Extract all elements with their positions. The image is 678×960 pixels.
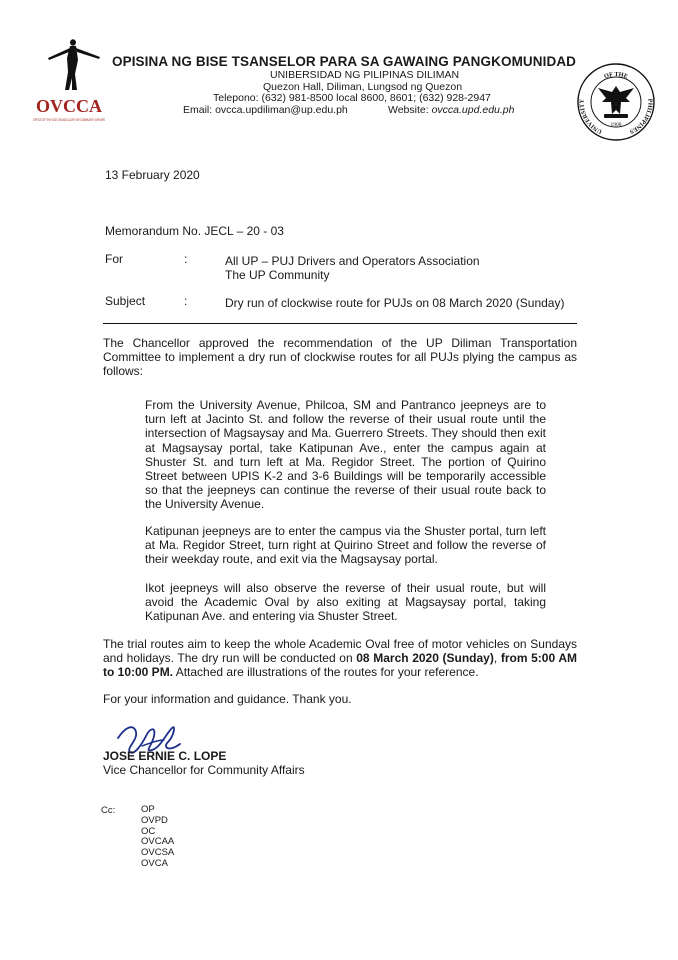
seal-ring-left: UNIVERSITY: [578, 99, 604, 136]
cc-label: Cc:: [101, 805, 116, 816]
memo-date: 13 February 2020: [105, 168, 200, 182]
cc-recipient: OP: [141, 804, 155, 815]
logo-subtitle: OFFICE OF THE VICE CHANCELLOR FOR COMMUNITY AFFAIRS: [33, 118, 106, 122]
up-seal-icon: [576, 62, 656, 142]
closing-text: The trial routes aim to keep the whole Academic Oval free of motor vehicles on Sundays and holidays. The dry run will be conducted on: [103, 637, 577, 666]
ovcca-logo: [28, 38, 110, 128]
cc-recipient: OVCSA: [141, 847, 175, 859]
email-label: Email:: [183, 104, 216, 116]
office-address: Quezon Hall, Diliman, Lungsod ng Quezon: [263, 81, 463, 93]
header-divider: [103, 323, 577, 324]
for-colon: :: [184, 252, 188, 266]
seal-ring-right: PHILIPPINES: [628, 98, 654, 136]
guidance-line: For your information and guidance. Thank you.: [103, 692, 352, 706]
cc-list: [141, 805, 174, 870]
for-label: For: [105, 252, 123, 266]
office-name: OPISINA NG BISE TSANSELOR PARA SA GAWAING PANGKOMUNIDAD: [112, 54, 577, 69]
cc-recipient: OVPD: [141, 814, 168, 826]
route-paragraph-ikot: Ikot jeepneys will also observe the reverse of their usual route, but will avoid the Academic Oval by also exiting at Magsaysay portal, taking Katipunan Ave. and entering via Shuster Street.: [145, 581, 546, 624]
closing-text: ,: [493, 651, 501, 666]
route-paragraph-university-ave: From the University Avenue, Philcoa, SM and Pantranco jeepneys are to turn left at Jacinto St. and follow the reverse of their usual route until the intersection of Magsaysay and Ma. Guerrero Streets. They should then exit at Magsaysay portal, take Katipunan Ave., enter the campus again at Shuster St. and turn left at Ma. Regidor Street. The portion of Quirino Street between UPIS K-2 and 3-6 Buildings will be temporarily accessible so that the jeepneys can continue the reverse of their usual route back to the University Avenue.: [145, 398, 546, 512]
signatory-title: Vice Chancellor for Community Affairs: [103, 763, 305, 777]
cc-recipient: OVCA: [141, 857, 168, 869]
signatory-name: JOSE ERNIE C. LOPE: [103, 749, 227, 763]
seal-year: 1908: [610, 122, 622, 128]
website-label: Website:: [388, 104, 432, 116]
website-link[interactable]: ovcca.upd.edu.ph: [431, 104, 515, 116]
dry-run-date: 08 March 2020 (Sunday): [356, 651, 494, 666]
email-address[interactable]: ovcca.updiliman@up.edu.ph: [215, 104, 348, 116]
subject-text: Dry run of clockwise route for PUJs on 08 March 2020 (Sunday): [225, 296, 565, 310]
eagle-emblem-icon: [598, 86, 634, 118]
closing-paragraph: [103, 637, 577, 680]
logo-text: OVCCA: [36, 96, 102, 116]
dry-run-hours: from 5:00 AM to 10:00 PM.: [103, 651, 577, 680]
university-name: UNIBERSIDAD NG PILIPINAS DILIMAN: [270, 69, 460, 81]
oblation-figure-icon: [48, 39, 100, 90]
cc-recipient: OVCAA: [141, 836, 175, 848]
seal-ring-top: OF THE: [603, 70, 629, 81]
for-recipient: All UP – PUJ Drivers and Operators Association: [225, 254, 480, 268]
closing-text: Attached are illustrations of the routes for your reference.: [173, 665, 479, 680]
for-recipient: The UP Community: [225, 268, 330, 282]
website-line: [388, 104, 514, 116]
svg-text:OF THE: [603, 71, 629, 80]
telephone-line: Telepono: (632) 981-8500 local 8600, 8601; (632) 928-2947: [213, 92, 491, 104]
cc-recipient: OC: [141, 825, 156, 837]
subject-label: Subject: [105, 294, 146, 308]
intro-paragraph: The Chancellor approved the recommendation of the UP Diliman Transportation Committee to implement a dry run of clockwise routes for all PUJs plying the campus as follows:: [103, 336, 577, 379]
subject-colon: :: [184, 294, 188, 308]
email-line: [183, 104, 348, 116]
route-paragraph-katipunan: Katipunan jeepneys are to enter the campus via the Shuster portal, turn left at Ma. Regidor Street, turn right at Quirino Street and follow the reverse of their weekday route, and exit via the Magsaysay portal.: [145, 524, 546, 567]
memo-number: Memorandum No. JECL – 20 - 03: [105, 224, 284, 238]
